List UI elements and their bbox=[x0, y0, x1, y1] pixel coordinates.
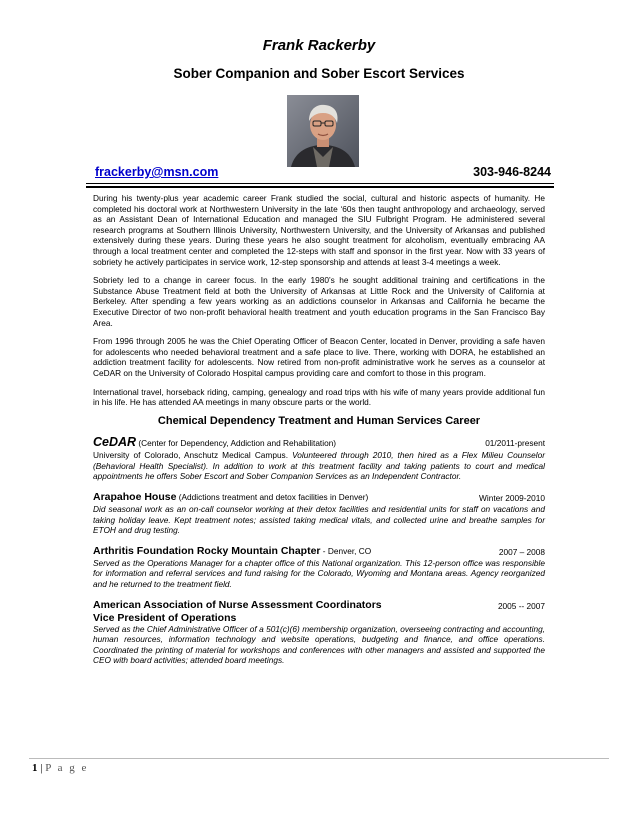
job-org: Arapahoe House bbox=[93, 491, 177, 504]
page-footer bbox=[32, 762, 88, 774]
job-org: Arthritis Foundation Rocky Mountain Chapter bbox=[93, 544, 321, 557]
phone-number: 303-946-8244 bbox=[473, 165, 551, 179]
bio-paragraph-1: During his twenty-plus year academic career Frank studied the social, cultural and historic aspects of humanity. He completed his doctoral work at Northwestern University in the late ‘60s then taught anthropology and archaeology, served as an Assistant Dean of International Education and managed the SIU Fulbright Program. He administered several research programs at Southern Illinois University, Northwestern University, and the University of Arkansas and published extensively during these years. During these years he also sought treatment for alcoholism, eventually embracing AA through a local treatment center and completed the 12-steps with staff and sponsor in the first year. Now with 33 years of sobriety he actively participates in service work, 12-step sponsorship and attends at least 3-4 meetings a week. bbox=[93, 193, 545, 267]
job-dates: 2007 – 2008 bbox=[498, 546, 545, 557]
job-dates: 2005 -- 2007 bbox=[497, 600, 545, 611]
job-header bbox=[93, 599, 545, 612]
resume-body bbox=[93, 193, 545, 675]
job-description bbox=[93, 450, 545, 482]
job-description: Served as the Chief Administrative Officer of a 501(c)(6) membership organization, overseeing contracting and accounting, human resources, information technology and website operations, budgeting and finance, and office operations. Coordinated the printing of material for workshops and conferences with other managers and assisted and supported the CEO with board activities; attended board meetings. bbox=[93, 623, 545, 666]
services-subtitle: Sober Companion and Sober Escort Services bbox=[173, 66, 465, 81]
job-entry-arthritis bbox=[93, 545, 545, 590]
job-entry-aanac bbox=[93, 599, 545, 666]
footer-separator: | bbox=[37, 762, 46, 774]
bio-paragraph-4: International travel, horseback riding, camping, genealogy and road trips with his wife of many years provide additional fun in his life. He has attended AA meetings in many obscure parts or the world. bbox=[93, 386, 545, 408]
job-description: Did seasonal work as an on-call counselor working at their detox facilities and residential units for staff on vacations and taking holiday leave. Kept treatment notes; assisted taking medical vitals, and collected urine and breathe samples for ETOH and drug testing. bbox=[93, 504, 545, 536]
job-org-detail: (Addictions treatment and detox facilities in Denver) bbox=[176, 492, 369, 503]
bio-paragraph-2: Sobriety led to a change in career focus. In the early 1980’s he sought additional training and certifications in the Substance Abuse Treatment field at both the University of Arkansas at Little Rock and the University of California at Berkeley. After spending a few years working as an addictions counselor in Arkansas and California he became the Executive Director of two non-profit behavioral health treatment and youth education programs in the San Francisco Bay Area. bbox=[93, 275, 545, 328]
person-name: Frank Rackerby bbox=[262, 37, 376, 54]
headshot-photo bbox=[287, 95, 359, 167]
job-org-detail: (Center for Dependency, Addiction and Rehabilitation) bbox=[136, 438, 337, 449]
job-org: American Association of Nurse Assessment Coordinators bbox=[93, 598, 382, 611]
job-dates: 01/2011-present bbox=[485, 438, 545, 449]
job-header bbox=[93, 436, 545, 450]
bio-paragraph-3: From 1996 through 2005 he was the Chief Operating Officer of Beacon Center, located in Denver, providing a safe haven for adolescents who needed behavioral treatment and a safe place to live. There, working with DORA, he established an addiction treatment facility for adolescents. Now retired from non-profit administrative work he serves as a counselor at CeDAR on the University of Colorado Hospital campus providing care and comfort to those in this program. bbox=[93, 336, 545, 378]
job-title: Vice President of Operations bbox=[93, 611, 237, 624]
job-dates: Winter 2009-2010 bbox=[479, 493, 545, 504]
career-section-title: Chemical Dependency Treatment and Human Services Career bbox=[157, 414, 481, 427]
page-number: 1 bbox=[32, 762, 38, 774]
job-location: University of Colorado, Anschutz Medical Campus. bbox=[93, 450, 289, 461]
job-entry-cedar bbox=[93, 436, 545, 482]
job-org: CeDAR bbox=[93, 435, 137, 450]
job-header bbox=[93, 491, 545, 504]
email-link[interactable]: frackerby@msn.com bbox=[95, 165, 219, 179]
header-divider-thin bbox=[86, 183, 554, 184]
job-header bbox=[93, 545, 545, 558]
job-desc-text: Volunteered through 2010, then hired as a Flex Milieu Counselor (Behavioral Health Specialist). In addition to work at this treatment facility and taking patients to court and medical appointments he offers Sober Escort and Sober Companion Services as an Independent Contractor. bbox=[93, 450, 545, 482]
header-divider-thick bbox=[86, 186, 554, 188]
page-label: P a g e bbox=[45, 762, 89, 774]
job-entry-arapahoe bbox=[93, 491, 545, 536]
job-description: Served as the Operations Manager for a chapter office of this National organization. This 12-person office was responsible for information and referral services and fund raising for the Colorado, Wyoming and Montana areas. Agency reorganized and he returned to the treatment field. bbox=[93, 557, 545, 590]
job-org-detail: - Denver, CO bbox=[320, 545, 372, 556]
footer-divider bbox=[29, 758, 609, 759]
